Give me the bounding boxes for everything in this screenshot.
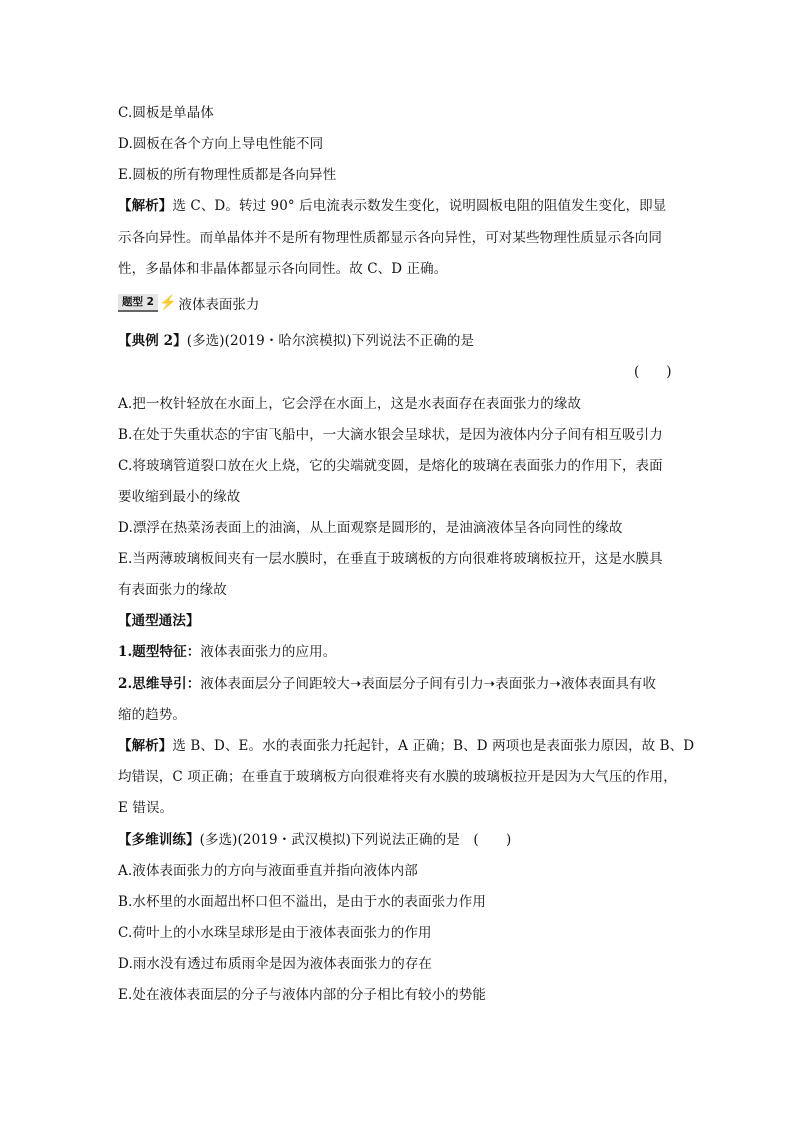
option-e-text: E.圆板的所有物理性质都是各向异性: [118, 167, 337, 183]
training-option-c: C.荷叶上的小水珠呈球形是由于液体表面张力的作用: [118, 925, 432, 941]
training-label: 【多维训练】: [118, 832, 200, 848]
training-option-a: A.液体表面张力的方向与液面垂直并指向液体内部: [118, 863, 418, 879]
analysis-2-line-3: E 错误。: [118, 800, 174, 816]
example-text: (多选)(2019・哈尔滨模拟)下列说法不正确的是: [186, 333, 475, 349]
example-option-c-line-1: C.将玻璃管道裂口放在火上烧，它的尖端就变圆，是熔化的玻璃在表面张力的作用下，表面: [118, 458, 663, 474]
section-heading: [118, 293, 259, 313]
example-question: [118, 331, 678, 351]
point-1: [118, 642, 678, 662]
example-option-e-line-2: 有表面张力的缘故: [118, 582, 227, 598]
lightning-icon: ⚡: [158, 295, 177, 311]
section-title: 液体表面张力: [178, 297, 260, 313]
analysis-1-line-3: 性，多晶体和非晶体都显示各向同性。故 C、D 正确。: [118, 261, 448, 277]
example-label: 【典例 2】: [118, 333, 187, 349]
example-option-c-line-2: 要收缩到最小的缘故: [118, 489, 241, 505]
analysis-1-line-2: 示各向异性。而单晶体并不是所有物理性质都显示各向异性，可对某些物理性质显示各向同: [118, 230, 662, 246]
point-1-label: 1.题型特征：: [118, 644, 201, 660]
answer-blank: ( ): [634, 364, 672, 380]
analysis-2-text: 选 B、D、E。水的表面张力托起针，A 正确；B、D 两项也是表面张力原因，故 B、D: [172, 738, 695, 754]
analysis-text: 选 C、D。转过 90° 后电流表示数发生变化，说明圆板电阻的阻值发生变化，即显: [172, 198, 667, 214]
section-badge: 题型 2: [118, 294, 158, 312]
example-option-d: D.漂浮在热菜汤表面上的油滴，从上面观察是圆形的，是油滴液体呈各向同性的缘故: [118, 520, 623, 536]
training-option-d: D.雨水没有透过布质雨伞是因为液体表面张力的存在: [118, 956, 433, 972]
option-d-text: D.圆板在各个方向上导电性能不同: [118, 136, 324, 152]
method-heading: 【通型通法】: [118, 613, 200, 629]
analysis-label: 【解析】: [118, 198, 173, 214]
point-1-text: 液体表面张力的应用。: [200, 644, 337, 660]
analysis-2-label: 【解析】: [118, 738, 173, 754]
option-c-text: C.圆板是单晶体: [118, 105, 214, 121]
analysis-1-line-1: [118, 196, 678, 216]
training-option-b: B.水杯里的水面超出杯口但不溢出，是由于水的表面张力作用: [118, 894, 487, 910]
training-option-e: E.处在液体表面层的分子与液体内部的分子相比有较小的势能: [118, 987, 486, 1003]
example-option-a: A.把一枚针轻放在水面上，它会浮在水面上，这是水表面存在表面张力的缘故: [118, 396, 582, 412]
training-text: (多选)(2019・武汉模拟)下列说法正确的是 ( ): [199, 832, 512, 848]
example-option-e-line-1: E.当两薄玻璃板间夹有一层水膜时，在垂直于玻璃板的方向很难将玻璃板拉开，这是水膜具: [118, 551, 663, 567]
analysis-2-line-2: 均错误，C 项正确；在垂直于玻璃板方向很难将夹有水膜的玻璃板拉开是因为大气压的作用，: [118, 769, 677, 785]
example-option-b: B.在处于失重状态的宇宙飞船中，一大滴水银会呈球状，是因为液体内分子间有相互吸引力: [118, 427, 663, 443]
point-2-text: 液体表面层分子间距较大➝表面层分子间有引力➝表面张力➝液体表面具有收: [200, 676, 657, 692]
point-2-line-2: 缩的趋势。: [118, 707, 186, 723]
analysis-2-line-1: [118, 736, 695, 756]
point-2-line-1: [118, 674, 678, 694]
training-question: [118, 830, 678, 850]
point-2-label: 2.思维导引：: [118, 676, 201, 692]
